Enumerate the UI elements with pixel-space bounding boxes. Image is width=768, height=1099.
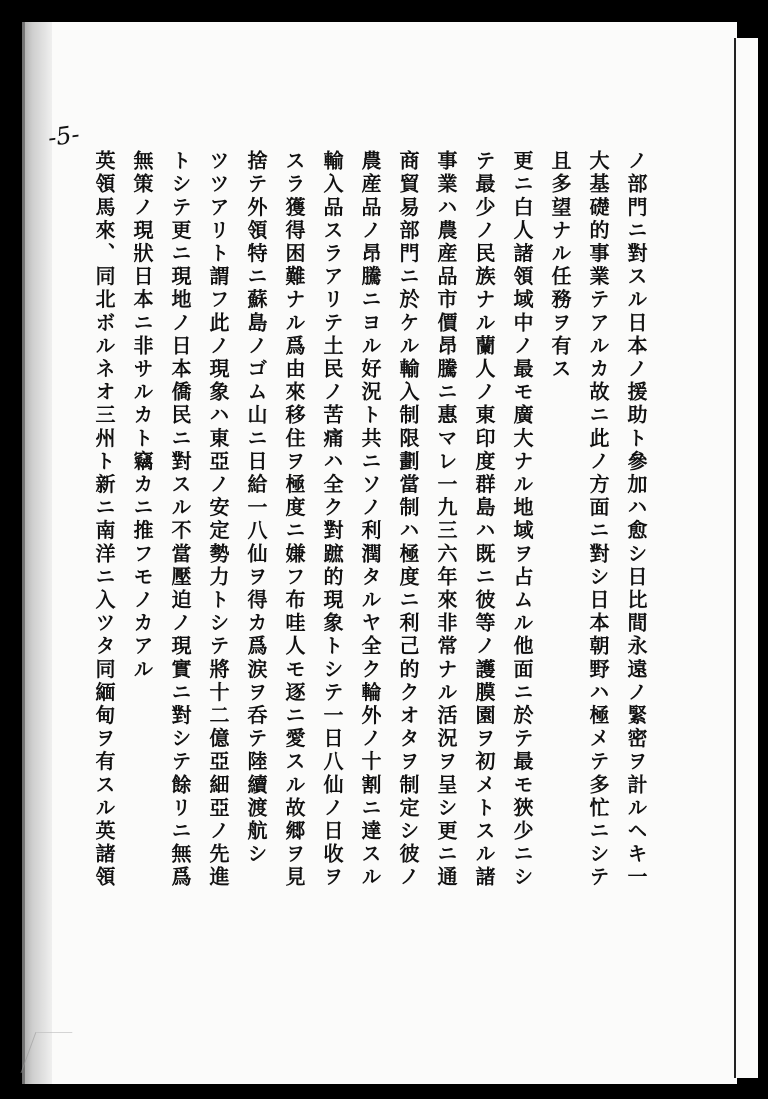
text-column-12: ツツアリト謂フ此ノ現象ハ東亞ノ安定勢力トシテ將十二億亞細亞ノ先進 (206, 150, 230, 890)
text-column-2: 大基礎的事業テアルカ故ニ此ノ方面ニ對シ日本朝野ハ極メテ多忙ニシテ (586, 150, 610, 890)
page-number: -5- (46, 119, 82, 153)
text-column-5: テ最少ノ民族ナル蘭人ノ東印度群島ハ既ニ彼等ノ護膜園ヲ初メトスル諸 (472, 150, 496, 890)
text-column-9: 輸入品スラアリテ土民ノ苦痛ハ全ク對蹠的現象トシテ一日八仙ノ日收ヲ (320, 150, 344, 890)
text-column-14: 無策ノ現狀日本ニ非サルカト竊カニ推フモノカアル (130, 150, 154, 682)
text-column-3: 且多望ナル任務ヲ有ス (548, 150, 572, 381)
binding-gutter (22, 22, 52, 1084)
next-page-edge (734, 38, 758, 1078)
text-column-4: 更ニ白人諸領域中ノ最モ廣大ナル地域ヲ占ムル他面ニ於テ最モ狹少ニシ (510, 150, 534, 890)
text-column-11: 捨テ外領特ニ蘇島ノゴム山ニ日給一八仙ヲ得カ爲涙ヲ呑テ陸續渡航シ (244, 150, 268, 867)
text-column-10: スラ獲得困難ナル爲由來移住ヲ極度ニ嫌フ布哇人モ逐ニ愛スル故郷ヲ見 (282, 150, 306, 890)
text-column-13: トシテ更ニ現地ノ日本僑民ニ對スル不當壓迫ノ現實ニ對シテ餘リニ無爲 (168, 150, 192, 890)
text-column-8: 農産品ノ昂騰ニヨル好況ト共ニソノ利潤タルヤ全ク輪外ノ十割ニ達スル (358, 150, 382, 890)
text-column-15: 英領馬來、同北ボルネオ三州ト新ニ南洋ニ入ツタ同緬甸ヲ有スル英諸領 (92, 150, 116, 890)
text-column-7: 商貿易部門ニ於ケル輸入制限劃當制ハ極度ニ利己的クオタヲ制定シ彼ノ (396, 150, 420, 890)
text-column-6: 事業ハ農産品市價昂騰ニ惠マレ一九三六年來非常ナル活況ヲ呈シ更ニ通 (434, 150, 458, 890)
text-column-1: ノ部門ニ對スル日本ノ援助ト參加ハ愈シ日比間永遠ノ緊密ヲ計ルヘキ一 (624, 150, 648, 890)
